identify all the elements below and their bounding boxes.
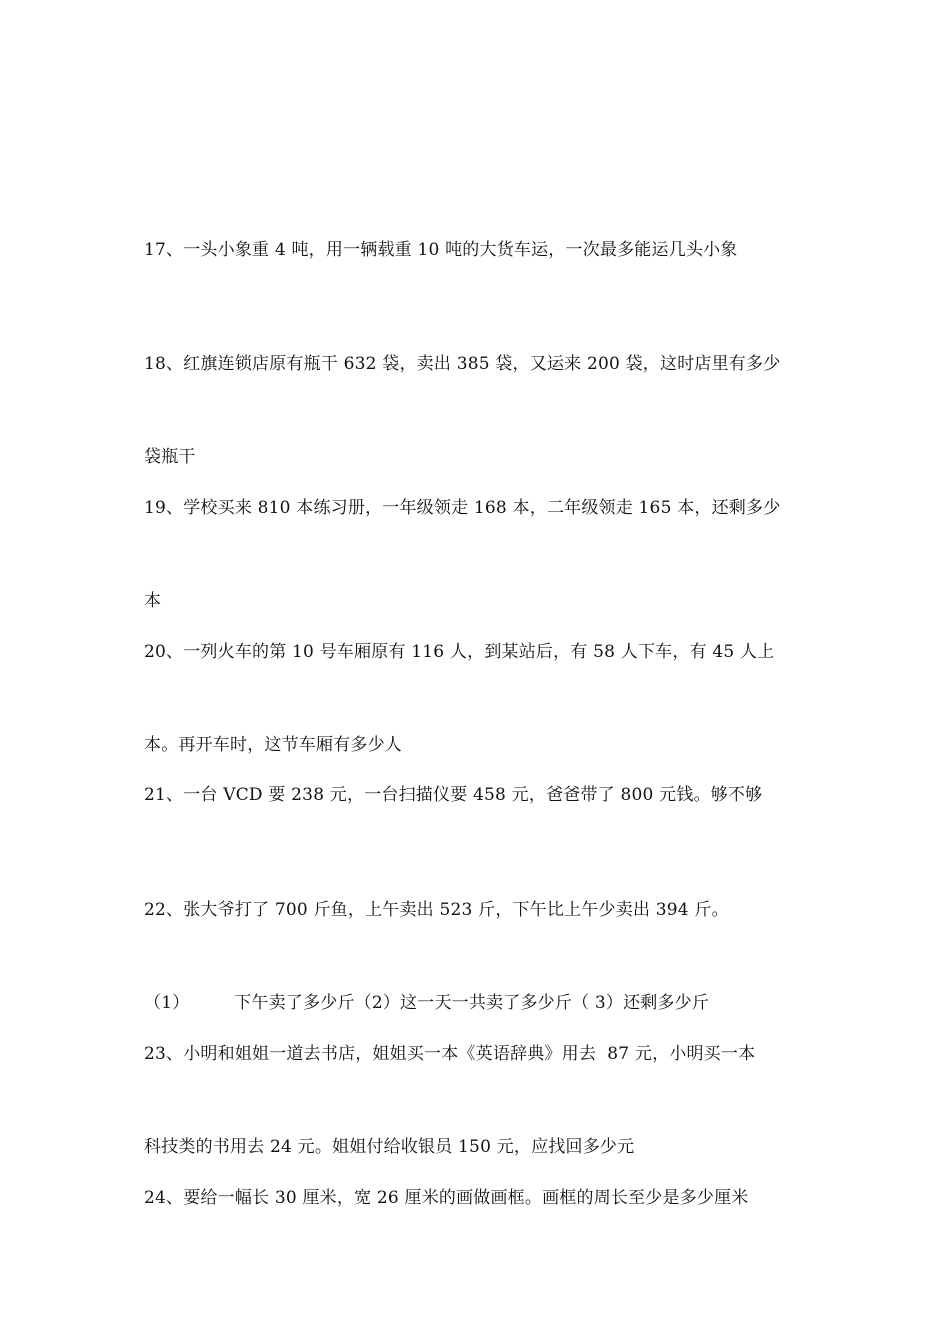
- problem-20-line-2: 本。再开车时，这节车厢有多少人: [144, 735, 402, 755]
- problem-24-line-1: 24、要给一幅长 30 厘米，宽 26 厘米的画做画框。画框的周长至少是多少厘米: [144, 1188, 749, 1208]
- problem-17-line-1: 17、一头小象重 4 吨，用一辆载重 10 吨的大货车运，一次最多能运几头小象: [144, 240, 738, 260]
- problem-18-line-2: 袋瓶干: [144, 447, 196, 467]
- problem-19-line-1: 19、学校买来 810 本练习册，一年级领走 168 本，二年级领走 165 本，还剩多少: [144, 498, 781, 518]
- problem-22-line-1: 22、张大爷打了 700 斤鱼，上午卖出 523 斤，下午比上午少卖出 394 斤。: [144, 900, 729, 920]
- problem-22-line-2: （1） 下午卖了多少斤（2）这一天一共卖了多少斤（ 3）还剩多少斤: [144, 993, 710, 1013]
- problem-20-line-1: 20、一列火车的第 10 号车厢原有 116 人，到某站后，有 58 人下车，有 45 人上: [144, 642, 775, 662]
- problem-23-line-1: 23、小明和姐姐一道去书店，姐姐买一本《英语辞典》用去 87 元，小明买一本: [144, 1044, 756, 1064]
- problem-24: [144, 1121, 816, 1276]
- problem-21-line-1: 21、一台 VCD 要 238 元，一台扫描仪要 458 元，爸爸带了 800 元钱。够不够: [144, 785, 763, 805]
- problem-23-line-2: 科技类的书用去 24 元。姐姐付给收银员 150 元，应找回多少元: [144, 1137, 635, 1157]
- problem-18-line-1: 18、红旗连锁店原有瓶干 632 袋，卖出 385 袋，又运来 200 袋，这时店里有多少: [144, 354, 781, 374]
- problem-19-line-2: 本: [144, 591, 162, 611]
